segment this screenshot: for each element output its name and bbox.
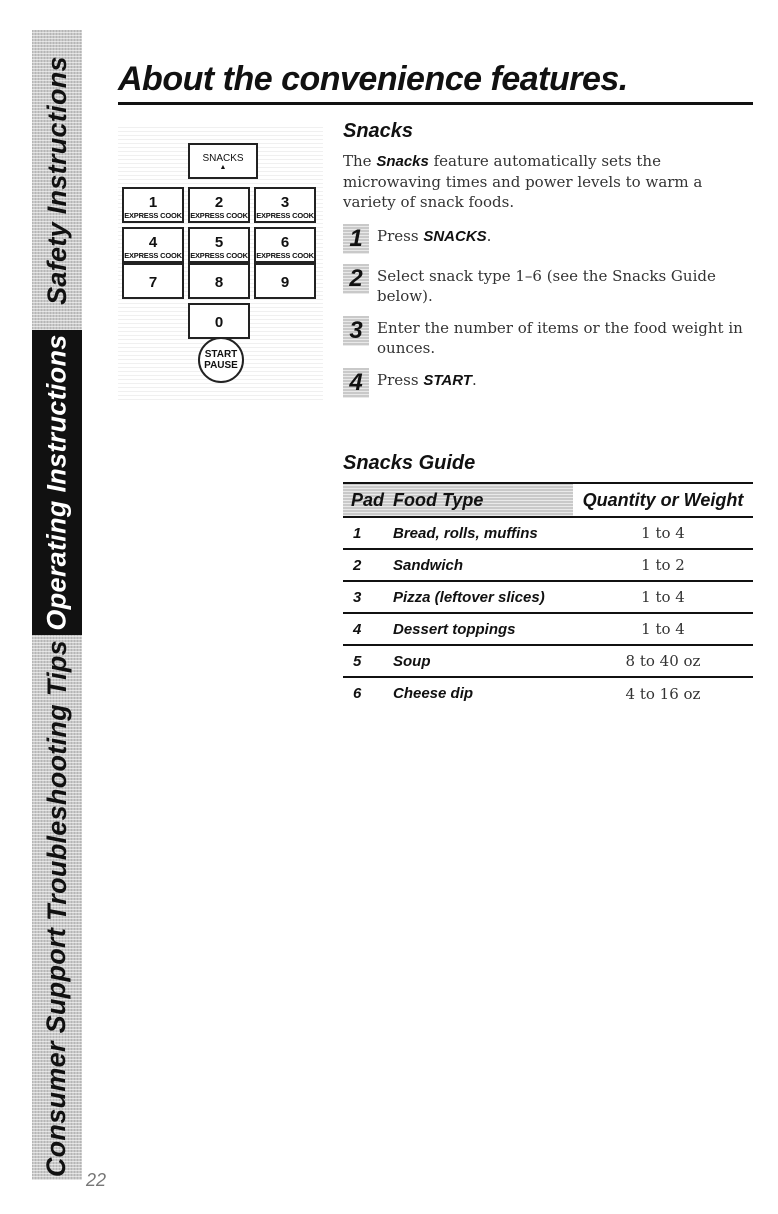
cell-food: Cheese dip: [393, 685, 474, 702]
step-text: [377, 224, 491, 247]
indicator-triangle-icon: ▲: [219, 164, 227, 171]
step-number: 2: [343, 264, 369, 294]
key-number: 0: [214, 314, 224, 331]
tab-operating-instructions[interactable]: [32, 330, 82, 635]
section-sidebar: [32, 30, 82, 1180]
key-sublabel: EXPRESS COOK: [256, 211, 314, 220]
step-prefix: Enter the number of items or the food weight in ounces.: [377, 319, 743, 357]
table-row: [343, 613, 753, 645]
page-number: 22: [86, 1170, 107, 1190]
intro-suffix: feature automatically sets the microwaving times and power levels to warm a variety of snack foods.: [343, 152, 703, 211]
step-text: [377, 368, 477, 391]
steps-list: [343, 224, 753, 398]
key-sublabel: EXPRESS COOK: [190, 211, 248, 220]
key-4: [122, 227, 184, 263]
cell-food: Bread, rolls, muffins: [393, 517, 573, 549]
cell-pad: 2: [343, 549, 393, 581]
cell-food: Soup: [393, 645, 573, 677]
snacks-guide-table: [343, 482, 753, 709]
key-8: [188, 263, 250, 299]
key-number: 4: [148, 234, 158, 251]
key-6: [254, 227, 316, 263]
cell-food: Sandwich: [393, 549, 573, 581]
cell-pad: 4: [343, 613, 393, 645]
cell-qty: 1 to 4: [573, 517, 753, 549]
intro-prefix: The: [343, 152, 377, 170]
key-number: 8: [214, 274, 224, 291]
step-suffix: .: [471, 371, 477, 389]
step-number: 1: [343, 224, 369, 254]
step-1: [343, 224, 753, 254]
snacks-key: [188, 143, 258, 179]
table-row: [343, 549, 753, 581]
cell-pad: 6: [353, 685, 362, 702]
start-pause-key: [198, 337, 244, 383]
step-4: [343, 368, 753, 398]
start-label: START: [204, 349, 238, 360]
snacks-intro: [343, 151, 703, 212]
step-text: [377, 316, 747, 358]
key-number: 1: [148, 194, 158, 211]
key-number: 2: [214, 194, 224, 211]
col-header-qty: Quantity or Weight: [573, 483, 753, 517]
tab-safety-instructions[interactable]: [32, 30, 82, 330]
tab-label: Consumer Support: [41, 927, 72, 1178]
key-sublabel: EXPRESS COOK: [190, 251, 248, 260]
tab-label: Safety Instructions: [41, 55, 72, 305]
intro-bold: Snacks: [376, 153, 429, 170]
cell-pad: 5: [343, 645, 393, 677]
col-header-food: Food Type: [393, 483, 573, 517]
cell-food: Pizza (leftover slices): [393, 581, 573, 613]
key-9: [254, 263, 316, 299]
step-prefix: Select snack type 1–6 (see the Snacks Guide below).: [377, 267, 716, 305]
key-3: [254, 187, 316, 223]
key-number: 9: [280, 274, 290, 291]
step-bold: SNACKS: [423, 228, 487, 245]
cell-qty: 1 to 4: [573, 581, 753, 613]
key-sublabel: EXPRESS COOK: [256, 251, 314, 260]
key-number: 6: [280, 234, 290, 251]
table-row: [343, 517, 753, 549]
cell-qty: 4 to 16 oz: [625, 684, 701, 703]
step-number: 3: [343, 316, 369, 346]
step-suffix: .: [486, 227, 492, 245]
tab-consumer-support[interactable]: [32, 925, 82, 1180]
tab-label: Operating Instructions: [41, 334, 72, 631]
key-sublabel: EXPRESS COOK: [124, 251, 182, 260]
title-rule: [118, 102, 753, 105]
key-number: 5: [214, 234, 224, 251]
key-number: 3: [280, 194, 290, 211]
table-row: [343, 645, 753, 677]
page-title: About the convenience features.: [118, 60, 628, 98]
guide-heading: Snacks Guide: [343, 452, 476, 474]
key-sublabel: EXPRESS COOK: [124, 211, 182, 220]
tab-troubleshooting-tips[interactable]: [32, 635, 82, 925]
snacks-key-label: SNACKS: [202, 153, 244, 164]
cell-qty: 1 to 4: [573, 613, 753, 645]
key-2: [188, 187, 250, 223]
key-5: [188, 227, 250, 263]
col-header-pad: Pad: [343, 483, 393, 517]
pause-label: PAUSE: [204, 360, 238, 371]
key-0: [188, 303, 250, 339]
step-text: [377, 264, 717, 306]
cell-food: Dessert toppings: [393, 613, 573, 645]
cell-pad: 3: [343, 581, 393, 613]
tab-label: Troubleshooting Tips: [41, 639, 72, 921]
cell-qty: 1 to 2: [573, 549, 753, 581]
snacks-section: [343, 120, 753, 408]
key-7: [122, 263, 184, 299]
step-bold: START: [423, 372, 472, 389]
step-number: 4: [343, 368, 369, 398]
key-1: [122, 187, 184, 223]
step-prefix: Press: [377, 227, 424, 245]
step-2: [343, 264, 753, 306]
keypad-illustration: [118, 125, 323, 400]
table-header-row: [343, 483, 753, 517]
cell-qty: 8 to 40 oz: [573, 645, 753, 677]
cell-pad: 1: [343, 517, 393, 549]
snacks-heading: Snacks: [343, 120, 414, 142]
step-3: [343, 316, 753, 358]
step-prefix: Press: [377, 371, 424, 389]
key-number: 7: [148, 274, 158, 291]
table-row: [343, 581, 753, 613]
table-row: [343, 677, 753, 709]
